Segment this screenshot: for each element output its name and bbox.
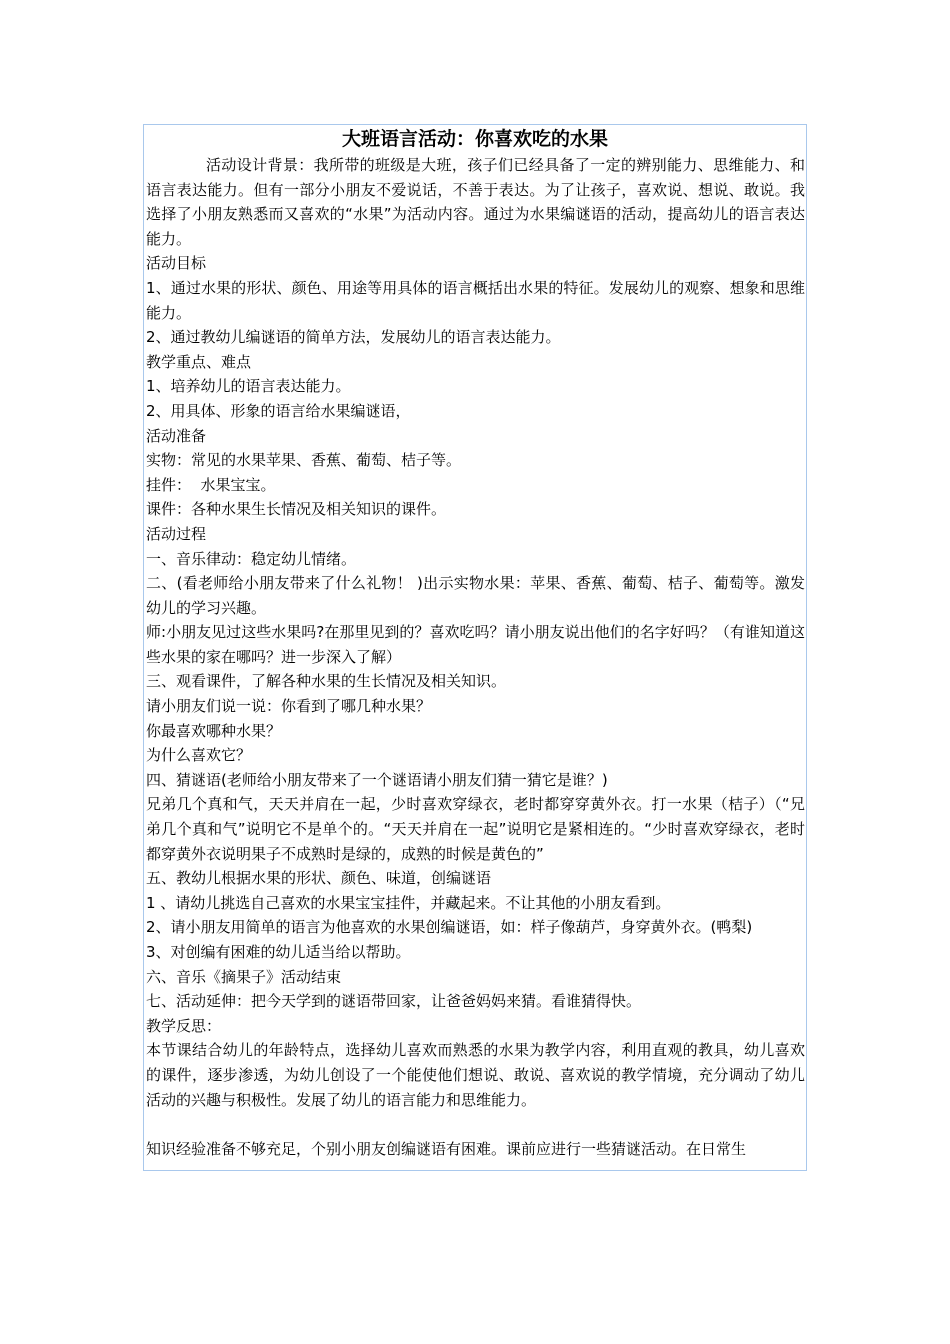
blank-line (146, 1112, 805, 1137)
preparation-objects: 实物：常见的水果苹果、香蕉、葡萄、桔子等。 (146, 451, 462, 470)
teacher-question: 师:小朋友见过这些水果吗?在那里见到的？喜欢吃吗？请小朋友说出他们的名字好吗？（有谁知道这些水果的家在哪吗？进一步深入了解） (146, 623, 805, 666)
process-step-2: 二、(看老师给小朋友带来了什么礼物！ )出示实物水果：苹果、香蕉、葡萄、桔子、葡萄等。激发幼儿的学习兴趣。 (146, 574, 805, 617)
key-point-2: 2、用具体、形象的语言给水果编谜语， (146, 401, 411, 420)
heading-preparation: 活动准备 (146, 426, 207, 445)
heading-reflection: 教学反思： (146, 1016, 222, 1035)
document-title: 大班语言活动：你喜欢吃的水果 (341, 128, 608, 150)
process-step-1: 一、音乐律动：稳定幼儿情绪。 (146, 549, 357, 568)
question-favorite-fruit: 你最喜欢哪种水果？ (146, 721, 282, 740)
paragraph-background: 活动设计背景：我所带的班级是大班，孩子们已经具备了一定的辨别能力、思维能力、和语言表达能力。但有一部分小朋友不爱说话，不善于表达。为了让孩子，喜欢说、想说、敢说。我选择了小朋友熟悉而又喜欢的“水果”为活动内容。通过为水果编谜语的活动，提高幼儿的语言表达能力。 (146, 156, 805, 248)
process-step-5: 五、教幼儿根据水果的形状、颜色、味道，创编谜语 (146, 869, 492, 888)
step-5-item-2: 2、请小朋友用简单的语言为他喜欢的水果创编谜语，如：样子像葫芦，身穿黄外衣。(鸭梨) (146, 918, 753, 937)
preparation-hangings: 挂件： 水果宝宝。 (146, 475, 276, 494)
process-step-3: 三、观看课件，了解各种水果的生长情况及相关知识。 (146, 672, 507, 691)
process-step-4: 四、猜谜语(老师给小朋友带来了一个谜语请小朋友们猜一猜它是谁？) (146, 770, 608, 789)
heading-key-points: 教学重点、难点 (146, 352, 252, 371)
key-point-1: 1、培养幼儿的语言表达能力。 (146, 377, 351, 396)
document-body (144, 153, 806, 1161)
process-step-6: 六、音乐《摘果子》活动结束 (146, 967, 342, 986)
step-5-item-1: 1 、请幼儿挑选自己喜欢的水果宝宝挂件，并藏起来。不让其他的小朋友看到。 (146, 893, 671, 912)
riddle-text: 兄弟几个真和气，天天并肩在一起，少时喜欢穿绿衣，老时都穿穿黄外衣。打一水果（桔子）（“兄弟几个真和气”说明它不是单个的。“天天并肩在一起”说明它是紧相连的。“少时喜欢穿绿衣，老时都穿黄外衣说明果子不成熟时是绿的，成熟的时候是黄色的” (146, 795, 805, 863)
process-step-7: 七、活动延伸：把今天学到的谜语带回家，让爸爸妈妈来猜。看谁猜得快。 (146, 992, 642, 1011)
reflection-paragraph-2: 知识经验准备不够充足，个别小朋友创编谜语有困难。课前应进行一些猜谜活动。在日常生 (146, 1139, 747, 1158)
step-5-item-3: 3、对创编有困难的幼儿适当给以帮助。 (146, 943, 411, 961)
preparation-courseware: 课件：各种水果生长情况及相关知识的课件。 (146, 500, 447, 519)
document-frame (143, 124, 807, 1171)
heading-process: 活动过程 (146, 524, 207, 543)
question-why-like: 为什么喜欢它？ (146, 746, 252, 765)
reflection-paragraph-1: 本节课结合幼儿的年龄特点，选择幼儿喜欢而熟悉的水果为教学内容，利用直观的教具，幼儿喜欢的课件，逐步渗透，为幼儿创设了一个能使他们想说、敢说、喜欢说的教学情境，充分调动了幼儿活动的兴趣与积极性。发展了幼儿的语言能力和思维能力。 (146, 1041, 805, 1109)
question-which-fruits: 请小朋友们说一说：你看到了哪几种水果？ (146, 697, 432, 716)
goal-2: 2、通过教幼儿编谜语的简单方法，发展幼儿的语言表达能力。 (146, 328, 561, 347)
goal-1: 1、通过水果的形状、颜色、用途等用具体的语言概括出水果的特征。发展幼儿的观察、想象和思维能力。 (146, 278, 805, 322)
heading-activity-goals: 活动目标 (146, 254, 207, 273)
